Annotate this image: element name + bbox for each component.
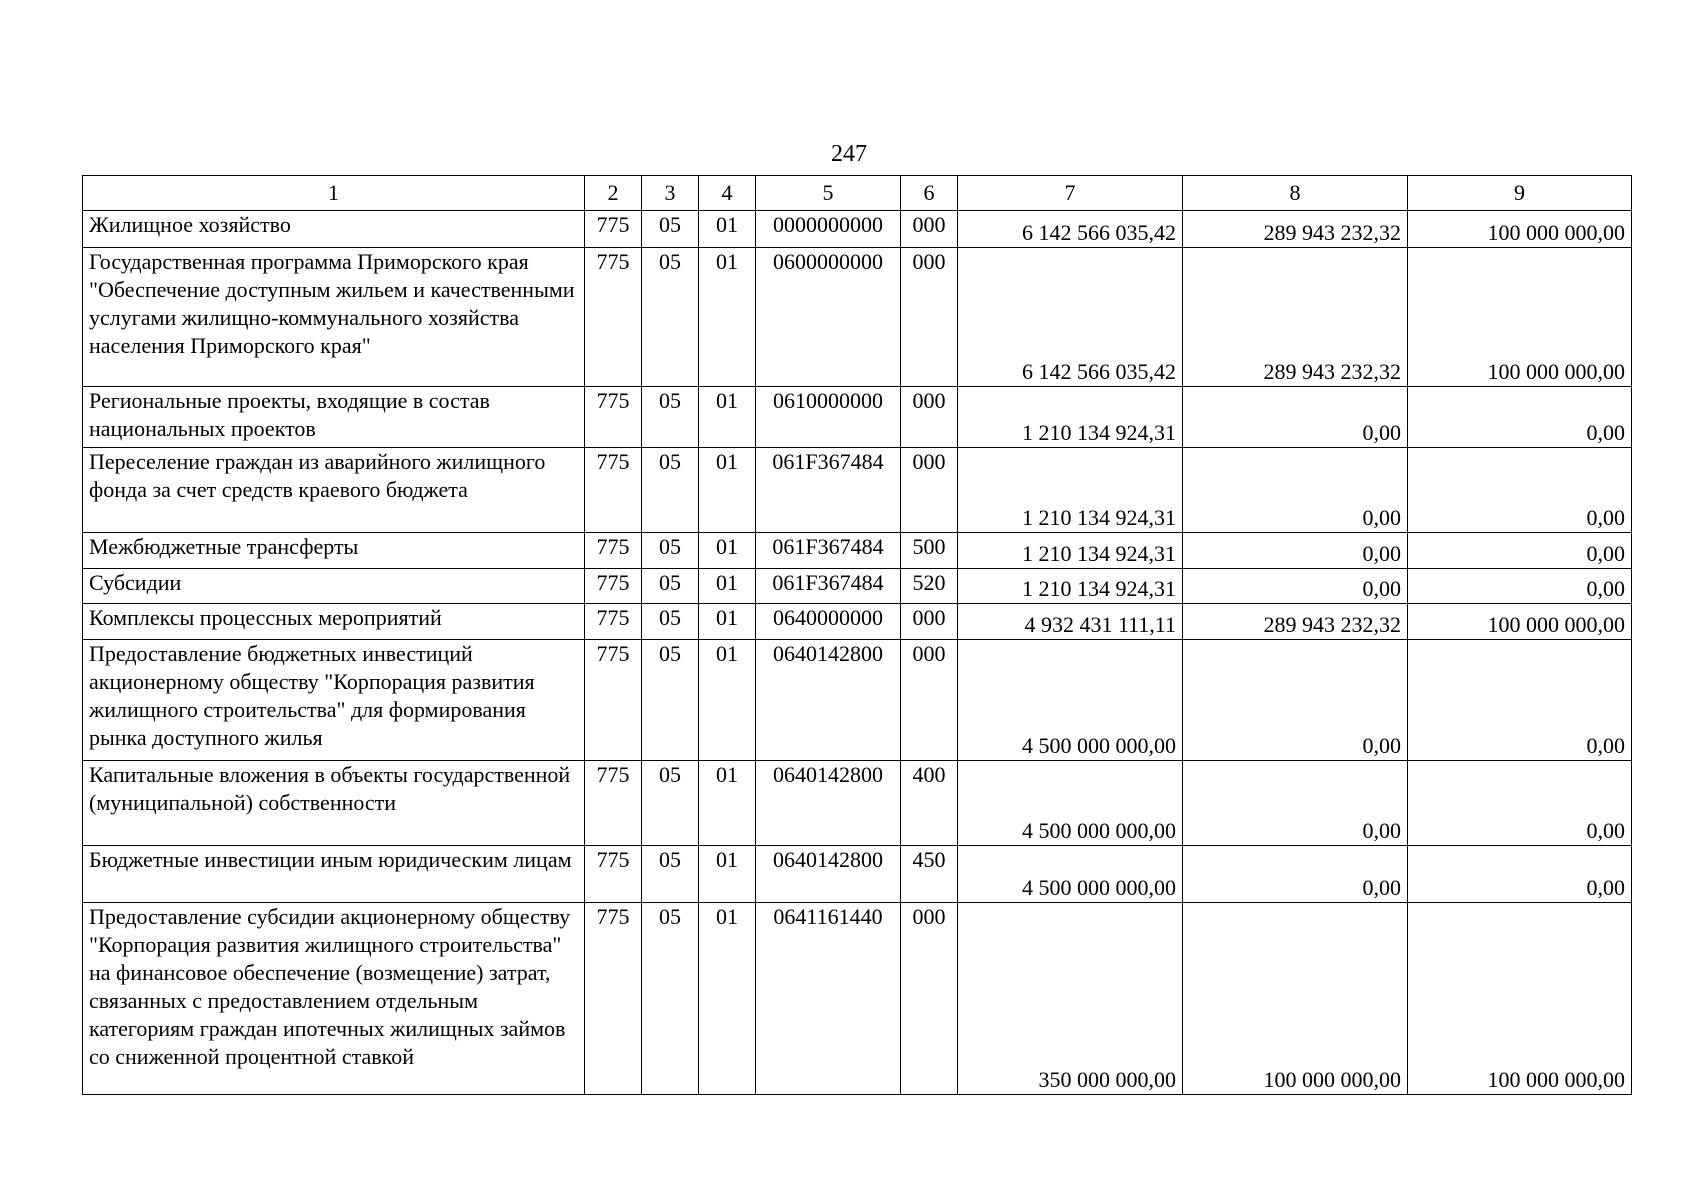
row-col-5: 0640142800 bbox=[756, 639, 901, 760]
header-col-1: 1 bbox=[83, 176, 585, 211]
row-amount-7: 4 500 000 000,00 bbox=[958, 760, 1183, 845]
row-amount-8: 0,00 bbox=[1183, 387, 1408, 448]
table-row bbox=[83, 604, 1632, 639]
row-amount-7: 1 210 134 924,31 bbox=[958, 387, 1183, 448]
row-col-3: 05 bbox=[642, 604, 699, 639]
row-amount-7: 6 142 566 035,42 bbox=[958, 247, 1183, 387]
row-amount-8: 0,00 bbox=[1183, 845, 1408, 902]
row-col-2: 775 bbox=[585, 760, 642, 845]
row-amount-9: 0,00 bbox=[1408, 568, 1632, 603]
row-col-3: 05 bbox=[642, 639, 699, 760]
row-name: Переселение граждан из аварийного жилищного фонда за счет средств краевого бюджета bbox=[83, 448, 585, 533]
row-col-3: 05 bbox=[642, 845, 699, 902]
row-amount-7: 350 000 000,00 bbox=[958, 902, 1183, 1094]
header-col-7: 7 bbox=[958, 176, 1183, 211]
row-col-3: 05 bbox=[642, 760, 699, 845]
row-col-6: 400 bbox=[901, 760, 958, 845]
row-name: Субсидии bbox=[83, 568, 585, 603]
row-col-2: 775 bbox=[585, 639, 642, 760]
row-col-2: 775 bbox=[585, 533, 642, 568]
row-col-3: 05 bbox=[642, 533, 699, 568]
table-row bbox=[83, 247, 1632, 387]
row-amount-9: 0,00 bbox=[1408, 760, 1632, 845]
row-col-6: 000 bbox=[901, 902, 958, 1094]
row-col-2: 775 bbox=[585, 448, 642, 533]
table-row bbox=[83, 533, 1632, 568]
table-row bbox=[83, 387, 1632, 448]
row-col-2: 775 bbox=[585, 604, 642, 639]
row-amount-9: 100 000 000,00 bbox=[1408, 902, 1632, 1094]
header-row bbox=[83, 176, 1632, 211]
row-col-4: 01 bbox=[699, 247, 756, 387]
row-col-6: 450 bbox=[901, 845, 958, 902]
row-col-6: 500 bbox=[901, 533, 958, 568]
row-col-6: 000 bbox=[901, 448, 958, 533]
row-amount-9: 0,00 bbox=[1408, 387, 1632, 448]
row-amount-7: 1 210 134 924,31 bbox=[958, 568, 1183, 603]
row-name: Межбюджетные трансферты bbox=[83, 533, 585, 568]
header-col-6: 6 bbox=[901, 176, 958, 211]
row-amount-8: 0,00 bbox=[1183, 448, 1408, 533]
row-amount-9: 0,00 bbox=[1408, 448, 1632, 533]
row-name: Государственная программа Приморского края "Обеспечение доступным жильем и качественными услугами жилищно-коммунального хозяйства населения Приморского края" bbox=[83, 247, 585, 387]
row-amount-7: 6 142 566 035,42 bbox=[958, 211, 1183, 248]
row-col-3: 05 bbox=[642, 448, 699, 533]
table-body bbox=[83, 211, 1632, 1095]
row-amount-9: 100 000 000,00 bbox=[1408, 211, 1632, 248]
page-number: 247 bbox=[831, 141, 867, 167]
header-col-8: 8 bbox=[1183, 176, 1408, 211]
row-col-4: 01 bbox=[699, 533, 756, 568]
row-name: Жилищное хозяйство bbox=[83, 211, 585, 248]
row-amount-7: 4 932 431 111,11 bbox=[958, 604, 1183, 639]
row-col-5: 0640142800 bbox=[756, 760, 901, 845]
row-col-5: 061F367484 bbox=[756, 448, 901, 533]
row-amount-7: 1 210 134 924,31 bbox=[958, 533, 1183, 568]
header-col-9: 9 bbox=[1408, 176, 1632, 211]
header-col-4: 4 bbox=[699, 176, 756, 211]
row-col-3: 05 bbox=[642, 902, 699, 1094]
row-col-4: 01 bbox=[699, 448, 756, 533]
row-amount-8: 289 943 232,32 bbox=[1183, 211, 1408, 248]
row-col-6: 000 bbox=[901, 604, 958, 639]
row-name: Капитальные вложения в объекты государственной (муниципальной) собственности bbox=[83, 760, 585, 845]
row-amount-9: 0,00 bbox=[1408, 639, 1632, 760]
row-amount-7: 4 500 000 000,00 bbox=[958, 845, 1183, 902]
table-row bbox=[83, 902, 1632, 1094]
row-col-6: 000 bbox=[901, 247, 958, 387]
row-amount-8: 289 943 232,32 bbox=[1183, 604, 1408, 639]
row-col-3: 05 bbox=[642, 211, 699, 248]
row-name: Предоставление субсидии акционерному обществу "Корпорация развития жилищного строительства" на финансовое обеспечение (возмещение) затрат, связанных с предоставлением отдельным категориям граждан ипотечных жилищных займов со сниженной процентной ставкой bbox=[83, 902, 585, 1094]
row-col-3: 05 bbox=[642, 247, 699, 387]
row-amount-8: 0,00 bbox=[1183, 568, 1408, 603]
row-name: Предоставление бюджетных инвестиций акционерному обществу "Корпорация развития жилищного строительства" для формирования рынка доступного жилья bbox=[83, 639, 585, 760]
row-col-4: 01 bbox=[699, 639, 756, 760]
table-row bbox=[83, 211, 1632, 248]
row-name: Комплексы процессных мероприятий bbox=[83, 604, 585, 639]
row-col-2: 775 bbox=[585, 387, 642, 448]
table-row bbox=[83, 639, 1632, 760]
row-amount-8: 289 943 232,32 bbox=[1183, 247, 1408, 387]
row-col-6: 000 bbox=[901, 387, 958, 448]
table-row bbox=[83, 568, 1632, 603]
row-amount-7: 4 500 000 000,00 bbox=[958, 639, 1183, 760]
row-col-5: 0610000000 bbox=[756, 387, 901, 448]
row-col-5: 0640000000 bbox=[756, 604, 901, 639]
row-name: Бюджетные инвестиции иным юридическим лицам bbox=[83, 845, 585, 902]
row-col-4: 01 bbox=[699, 902, 756, 1094]
table-row bbox=[83, 760, 1632, 845]
row-col-4: 01 bbox=[699, 211, 756, 248]
row-col-4: 01 bbox=[699, 760, 756, 845]
row-amount-8: 0,00 bbox=[1183, 760, 1408, 845]
row-amount-8: 0,00 bbox=[1183, 639, 1408, 760]
row-col-5: 061F367484 bbox=[756, 533, 901, 568]
row-col-5: 0000000000 bbox=[756, 211, 901, 248]
row-col-6: 000 bbox=[901, 639, 958, 760]
row-col-4: 01 bbox=[699, 845, 756, 902]
row-col-4: 01 bbox=[699, 604, 756, 639]
row-col-6: 520 bbox=[901, 568, 958, 603]
row-amount-8: 0,00 bbox=[1183, 533, 1408, 568]
row-col-5: 0600000000 bbox=[756, 247, 901, 387]
row-col-2: 775 bbox=[585, 247, 642, 387]
table-row bbox=[83, 448, 1632, 533]
row-col-2: 775 bbox=[585, 902, 642, 1094]
row-col-2: 775 bbox=[585, 568, 642, 603]
header-col-3: 3 bbox=[642, 176, 699, 211]
header-col-2: 2 bbox=[585, 176, 642, 211]
row-amount-8: 100 000 000,00 bbox=[1183, 902, 1408, 1094]
row-col-2: 775 bbox=[585, 211, 642, 248]
row-col-3: 05 bbox=[642, 568, 699, 603]
row-amount-9: 0,00 bbox=[1408, 533, 1632, 568]
row-name: Региональные проекты, входящие в состав национальных проектов bbox=[83, 387, 585, 448]
row-amount-9: 0,00 bbox=[1408, 845, 1632, 902]
row-col-6: 000 bbox=[901, 211, 958, 248]
row-col-5: 0640142800 bbox=[756, 845, 901, 902]
header-col-5: 5 bbox=[756, 176, 901, 211]
row-col-5: 061F367484 bbox=[756, 568, 901, 603]
row-amount-9: 100 000 000,00 bbox=[1408, 247, 1632, 387]
row-col-4: 01 bbox=[699, 387, 756, 448]
row-col-2: 775 bbox=[585, 845, 642, 902]
row-col-4: 01 bbox=[699, 568, 756, 603]
budget-table bbox=[82, 175, 1632, 1095]
row-amount-9: 100 000 000,00 bbox=[1408, 604, 1632, 639]
row-col-3: 05 bbox=[642, 387, 699, 448]
table-row bbox=[83, 845, 1632, 902]
row-amount-7: 1 210 134 924,31 bbox=[958, 448, 1183, 533]
row-col-5: 0641161440 bbox=[756, 902, 901, 1094]
